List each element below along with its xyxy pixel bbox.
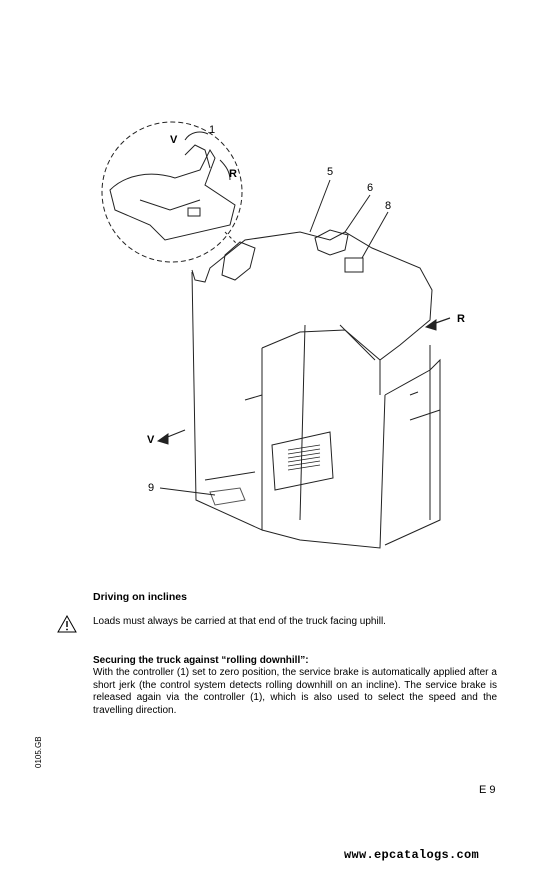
document-code: 0105.GB bbox=[34, 736, 43, 768]
callout-6: 6 bbox=[367, 182, 374, 194]
warning-note bbox=[57, 613, 517, 635]
callout-5: 5 bbox=[327, 166, 334, 178]
callout-r-top: R bbox=[229, 168, 237, 180]
sub-heading: Securing the truck against “rolling downhill”: bbox=[93, 655, 309, 666]
callout-v-side: V bbox=[147, 434, 155, 446]
callout-v-top: V bbox=[170, 134, 178, 146]
callout-8: 8 bbox=[385, 200, 392, 212]
callout-9: 9 bbox=[148, 482, 155, 494]
page-number: E 9 bbox=[479, 784, 496, 796]
callout-1: 1 bbox=[209, 124, 216, 136]
section-heading: Driving on inclines bbox=[93, 591, 187, 603]
warning-triangle-icon bbox=[57, 615, 77, 633]
callout-r-side: R bbox=[457, 313, 465, 325]
warning-text: Loads must always be carried at that end of the truck facing uphill. bbox=[93, 616, 386, 627]
body-paragraph: With the controller (1) set to zero position, the service brake is automatically applied after a short jerk (the control system detects rolling downhill on an incline). The service brake is released again via the controller (1), which is also used to select the speed and the travelling direction. bbox=[93, 667, 497, 716]
watermark: www.epcatalogs.com bbox=[344, 848, 480, 862]
